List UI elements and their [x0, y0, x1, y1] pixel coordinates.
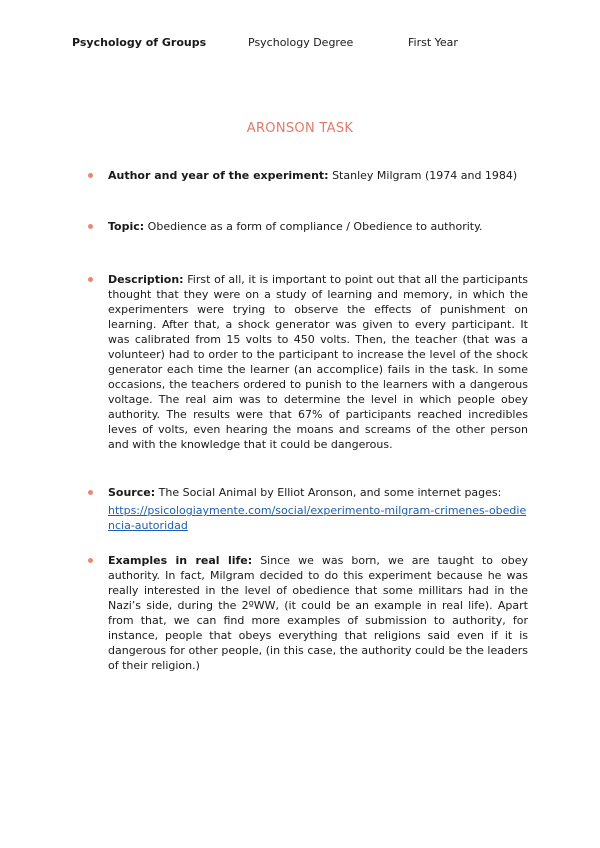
list-item-examples: [88, 553, 528, 673]
source-link[interactable]: https://psicologiaymente.com/social/experimento-milgram-crimenes-obediencia-autoridad: [108, 504, 527, 532]
list-item-topic: [88, 219, 528, 234]
page-title: ARONSON TASK: [246, 121, 354, 136]
bullet-icon: [88, 173, 93, 178]
item-label: Source:: [108, 486, 156, 499]
course-name: Psychology of Groups: [72, 36, 207, 49]
list-item-source: [88, 485, 528, 533]
item-text: First of all, it is important to point out that all the participants thought that they were on a study of learning and memory, in which the experimenters were trying to observe the effects of punishment on learning. After that, a shock generator was given to every participant. It was calibrated from 15 volts to 450 volts. Then, the teacher (that was a volunteer) had to order to the participant to increase the level of the shock generator each time the learner (an accomplice) fails in the task. In some occasions, the teachers ordered to punish to the learners with a dangerous voltage. The real aim was to determine the level in which people obey authority. The results were that 67% of participants reached incredibles leves of volts, even hearing the moans and screams of the other person and with the knowledge that it could be dangerous.: [108, 273, 529, 451]
list-item-author: [88, 168, 528, 183]
list-item-description: [88, 272, 528, 452]
item-label: Topic:: [108, 220, 145, 233]
task-list: [88, 168, 528, 673]
item-label: Examples in real life:: [108, 554, 253, 567]
bullet-icon: [88, 490, 93, 495]
item-text: Stanley Milgram (1974 and 1984): [332, 169, 518, 182]
item-text: Since we was born, we are taught to obey authority. In fact, Milgram decided to do this experiment because he was really interested in the level of obedience that some millitars had in the Nazi’s side, during the 2ºWW, (it could be an example in real life). Apart from that, we can find more examples of submission to authority, for instance, people that obeys everything that religions said even if it is dangerous for other people, (in this case, the authority could be the leaders of their religion.): [108, 554, 528, 672]
degree-name: Psychology Degree: [248, 36, 354, 49]
item-text: Obedience as a form of compliance / Obedience to authority.: [147, 220, 483, 233]
item-text: The Social Animal by Elliot Aronson, and some internet pages:: [158, 486, 502, 499]
item-label: Description:: [108, 273, 184, 286]
bullet-icon: [88, 277, 93, 282]
year-label: First Year: [408, 36, 458, 49]
bullet-icon: [88, 558, 93, 563]
item-label: Author and year of the experiment:: [108, 169, 329, 182]
bullet-icon: [88, 224, 93, 229]
